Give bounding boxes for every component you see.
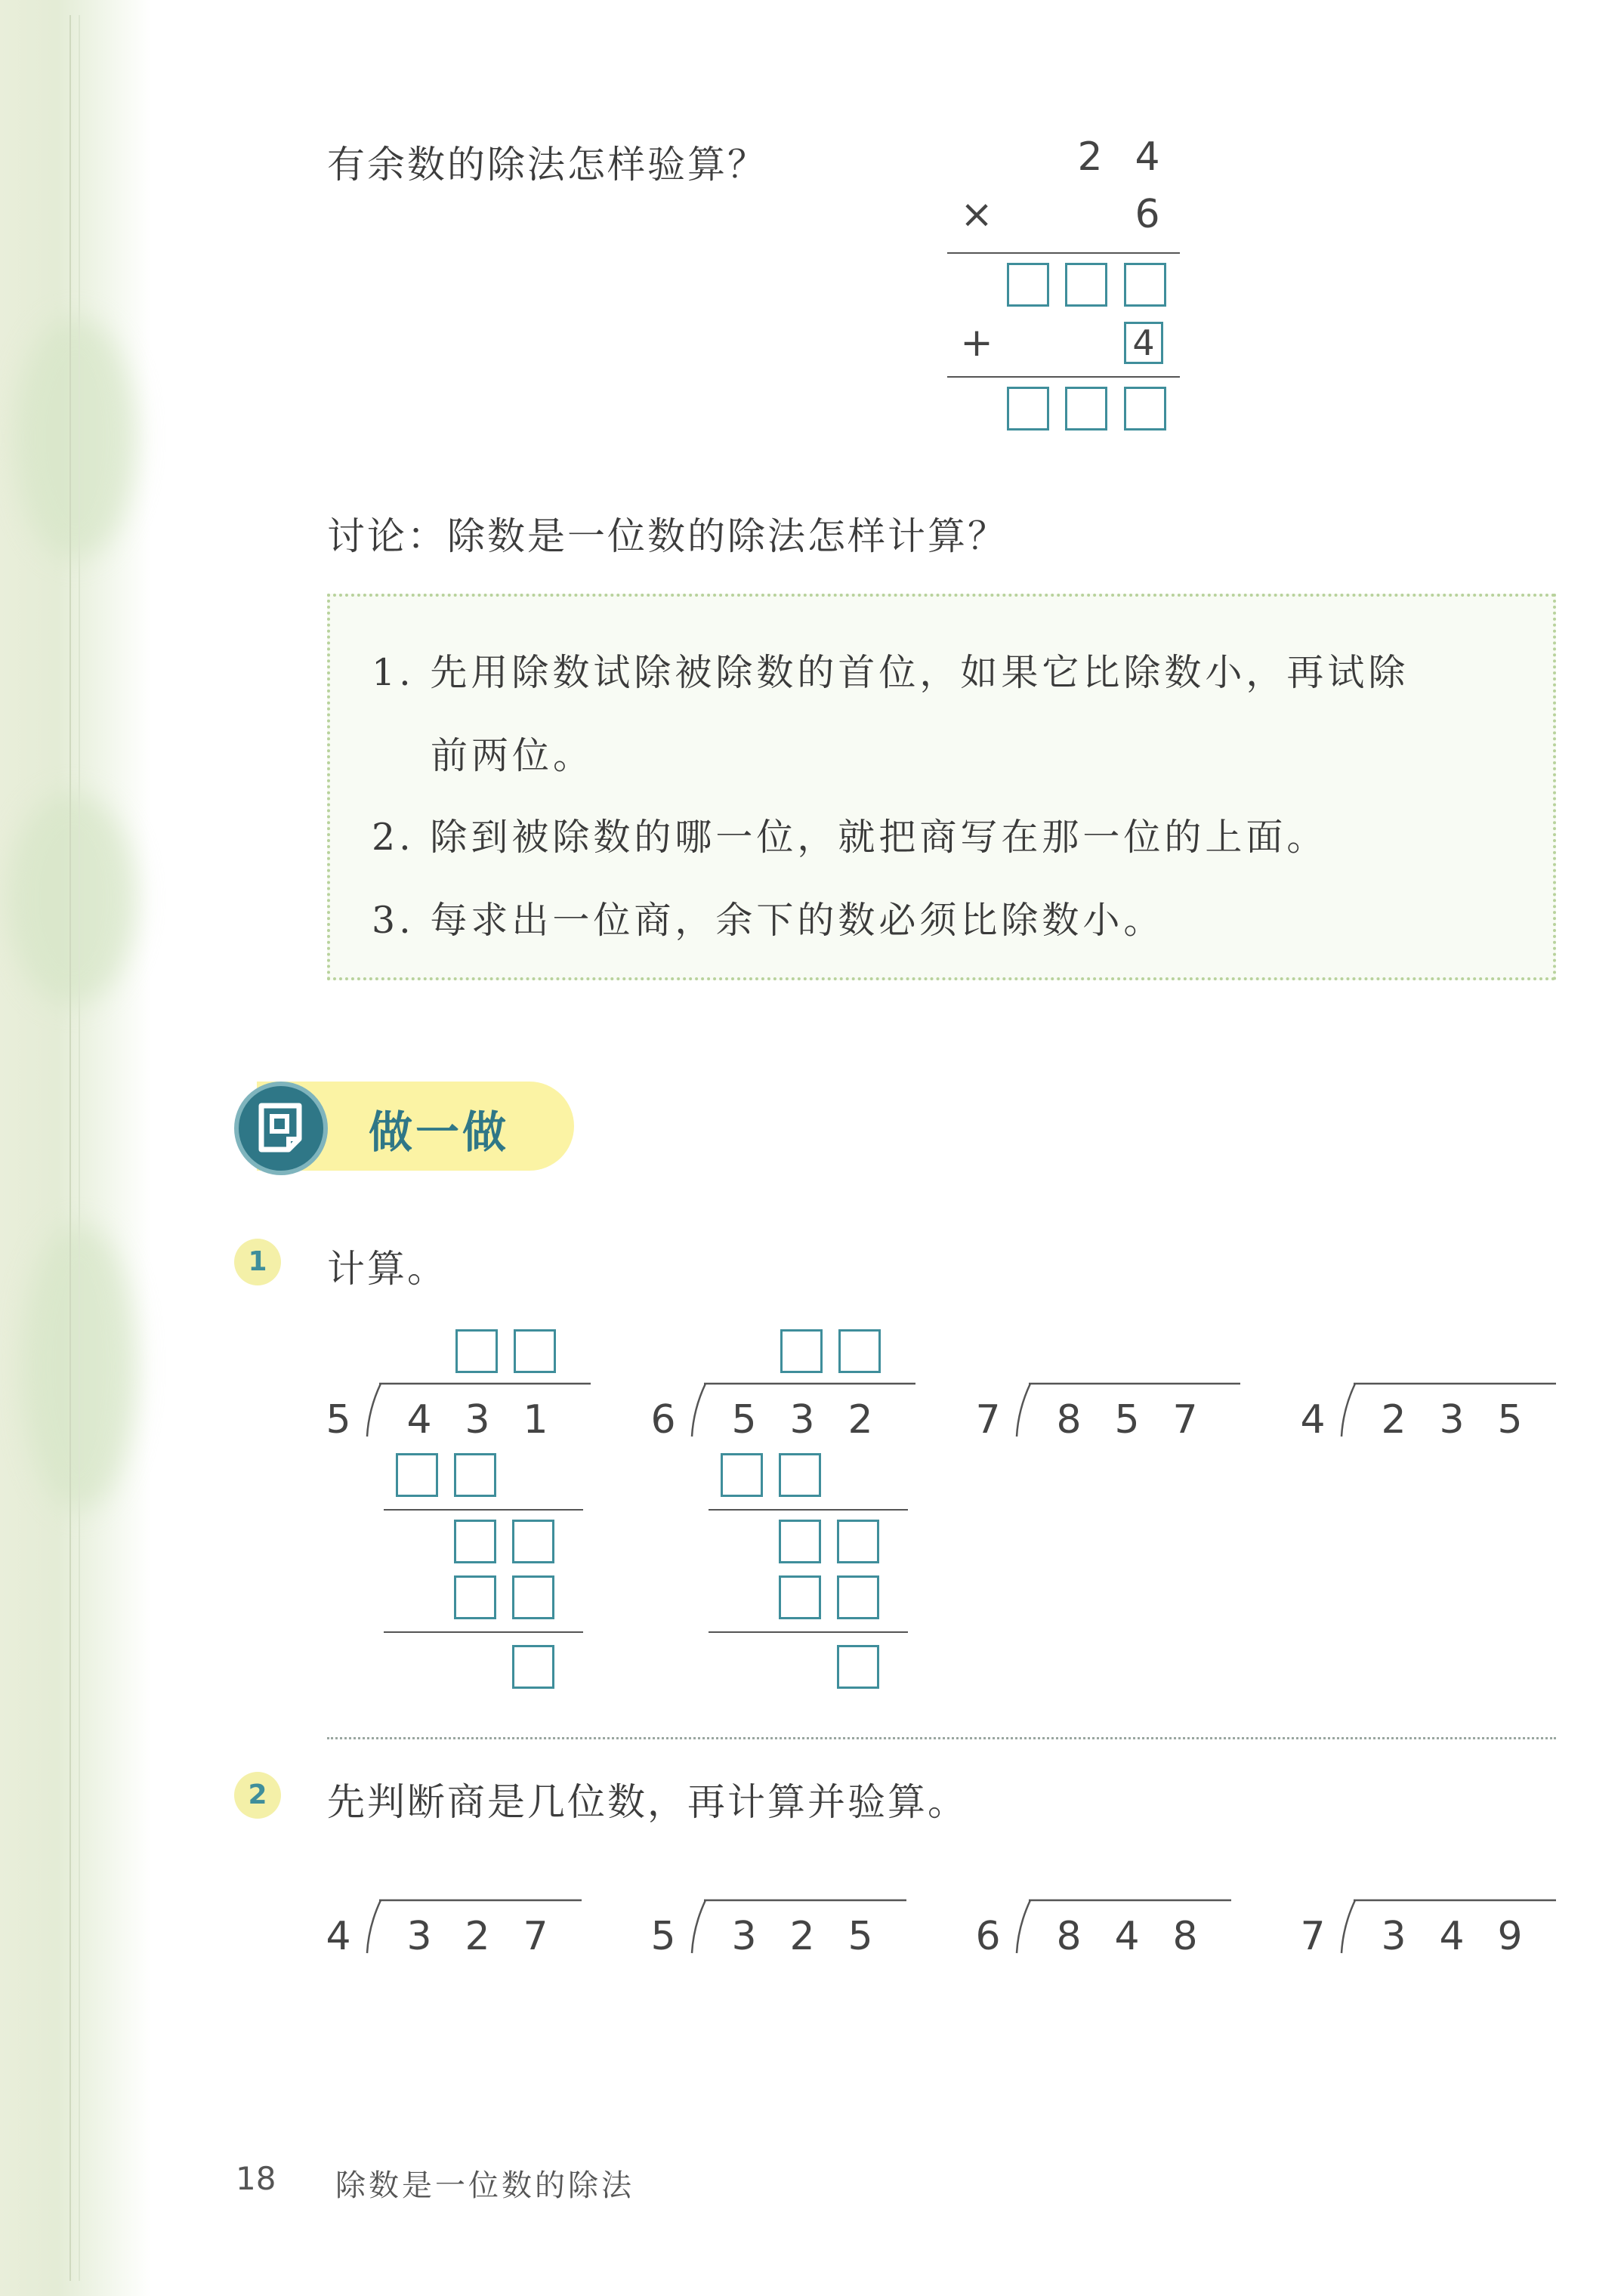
chapter-title: 除数是一位数的除法 [335, 2168, 634, 2203]
divisor: 5 [326, 1397, 351, 1443]
calc-line [947, 252, 1180, 254]
section-separator [327, 1737, 1556, 1739]
answer-box[interactable] [837, 1645, 879, 1689]
answer-box[interactable] [454, 1520, 496, 1563]
answer-box[interactable] [838, 1329, 881, 1373]
exercise-badge: 1 [234, 1239, 281, 1285]
answer-box[interactable] [1007, 263, 1049, 307]
answer-box[interactable] [455, 1329, 498, 1373]
calc-line [947, 376, 1180, 378]
divisor: 7 [975, 1397, 1001, 1443]
calc-line [384, 1509, 583, 1511]
dividend-digit: 7 [1172, 1397, 1198, 1443]
calc-line [709, 1631, 908, 1633]
section-icon-circle [234, 1082, 328, 1175]
divisor: 5 [650, 1914, 676, 1959]
answer-box[interactable] [1007, 387, 1049, 430]
rule-text: 先用除数试除被除数的首位，如果它比除数小，再试除 [430, 651, 1409, 694]
page-margin-decoration [0, 0, 151, 2296]
rule-text: 每求出一位商，余下的数必须比除数小。 [430, 899, 1165, 942]
answer-box[interactable] [779, 1520, 821, 1563]
rule-text: 除到被除数的哪一位，就把商写在那一位的上面。 [430, 816, 1328, 859]
rule-item-continued: 前两位。 [431, 734, 594, 777]
answer-box[interactable] [514, 1329, 556, 1373]
remainder-value: 4 [1132, 322, 1155, 363]
rule-item [372, 891, 1164, 944]
dividend-digit: 1 [523, 1397, 548, 1443]
exercise-title: 计算。 [327, 1247, 447, 1291]
dividend-digit: 5 [848, 1914, 873, 1959]
rule-number: 3. [372, 899, 415, 942]
dividend-digit: 5 [1114, 1397, 1140, 1443]
dividend-digit: 9 [1497, 1914, 1523, 1959]
answer-box[interactable] [1124, 263, 1166, 307]
divisor: 6 [975, 1914, 1001, 1959]
section-title: 做一做 [369, 1106, 510, 1158]
dividend-digit: 3 [406, 1914, 432, 1959]
notepad-icon [239, 1086, 323, 1171]
multiplicand-digit: 4 [1135, 134, 1160, 180]
dividend-digit: 7 [523, 1914, 548, 1959]
answer-box[interactable] [1065, 263, 1107, 307]
answer-box[interactable] [512, 1575, 554, 1619]
dividend-digit: 2 [789, 1914, 815, 1959]
times-sign: × [960, 192, 993, 237]
answer-box[interactable] [454, 1575, 496, 1619]
exercise-title: 先判断商是几位数，再计算并验算。 [327, 1780, 968, 1824]
dividend-digit: 3 [731, 1914, 757, 1959]
dividend-digit: 2 [465, 1914, 490, 1959]
dividend-digit: 3 [789, 1397, 815, 1443]
dividend-digit: 4 [406, 1397, 432, 1443]
dividend-digit: 2 [848, 1397, 873, 1443]
dividend-digit: 2 [1381, 1397, 1406, 1443]
answer-box[interactable] [780, 1329, 823, 1373]
answer-box[interactable] [454, 1453, 496, 1497]
rule-item [372, 808, 1327, 861]
multiplicand-digit: 2 [1077, 134, 1103, 180]
discussion-heading: 讨论：除数是一位数的除法怎样计算？ [327, 514, 1008, 558]
calc-line [709, 1509, 908, 1511]
dividend-digit: 3 [1439, 1397, 1465, 1443]
divisor: 7 [1300, 1914, 1326, 1959]
answer-box[interactable] [779, 1575, 821, 1619]
answer-box[interactable] [837, 1575, 879, 1619]
rule-number: 1. [372, 651, 415, 694]
dividend-digit: 8 [1056, 1397, 1082, 1443]
answer-box[interactable] [837, 1520, 879, 1563]
page-number: 18 [236, 2160, 276, 2197]
spine-line [79, 15, 80, 2281]
dividend-digit: 5 [1497, 1397, 1523, 1443]
plus-sign: + [960, 320, 993, 366]
divisor: 4 [1300, 1397, 1326, 1443]
answer-box[interactable] [1124, 387, 1166, 430]
verify-question: 有余数的除法怎样验算？ [327, 143, 767, 187]
dividend-digit: 8 [1172, 1914, 1198, 1959]
dividend-digit: 3 [465, 1397, 490, 1443]
answer-box[interactable] [512, 1520, 554, 1563]
exercise-badge: 2 [234, 1772, 281, 1819]
answer-box[interactable] [779, 1453, 821, 1497]
dividend-digit: 4 [1114, 1914, 1140, 1959]
answer-box[interactable] [1065, 387, 1107, 430]
spine-line [69, 15, 71, 2281]
multiplier-digit: 6 [1135, 192, 1160, 237]
dividend-digit: 3 [1381, 1914, 1406, 1959]
answer-box[interactable] [512, 1645, 554, 1689]
answer-box[interactable] [721, 1453, 763, 1497]
divisor: 4 [326, 1914, 351, 1959]
rule-number: 2. [372, 816, 415, 859]
answer-box[interactable] [396, 1453, 438, 1497]
dividend-digit: 4 [1439, 1914, 1465, 1959]
remainder-box [1124, 322, 1163, 364]
calc-line [384, 1631, 583, 1633]
divisor: 6 [650, 1397, 676, 1443]
dividend-digit: 8 [1056, 1914, 1082, 1959]
dividend-digit: 5 [731, 1397, 757, 1443]
rule-item [372, 643, 1409, 696]
